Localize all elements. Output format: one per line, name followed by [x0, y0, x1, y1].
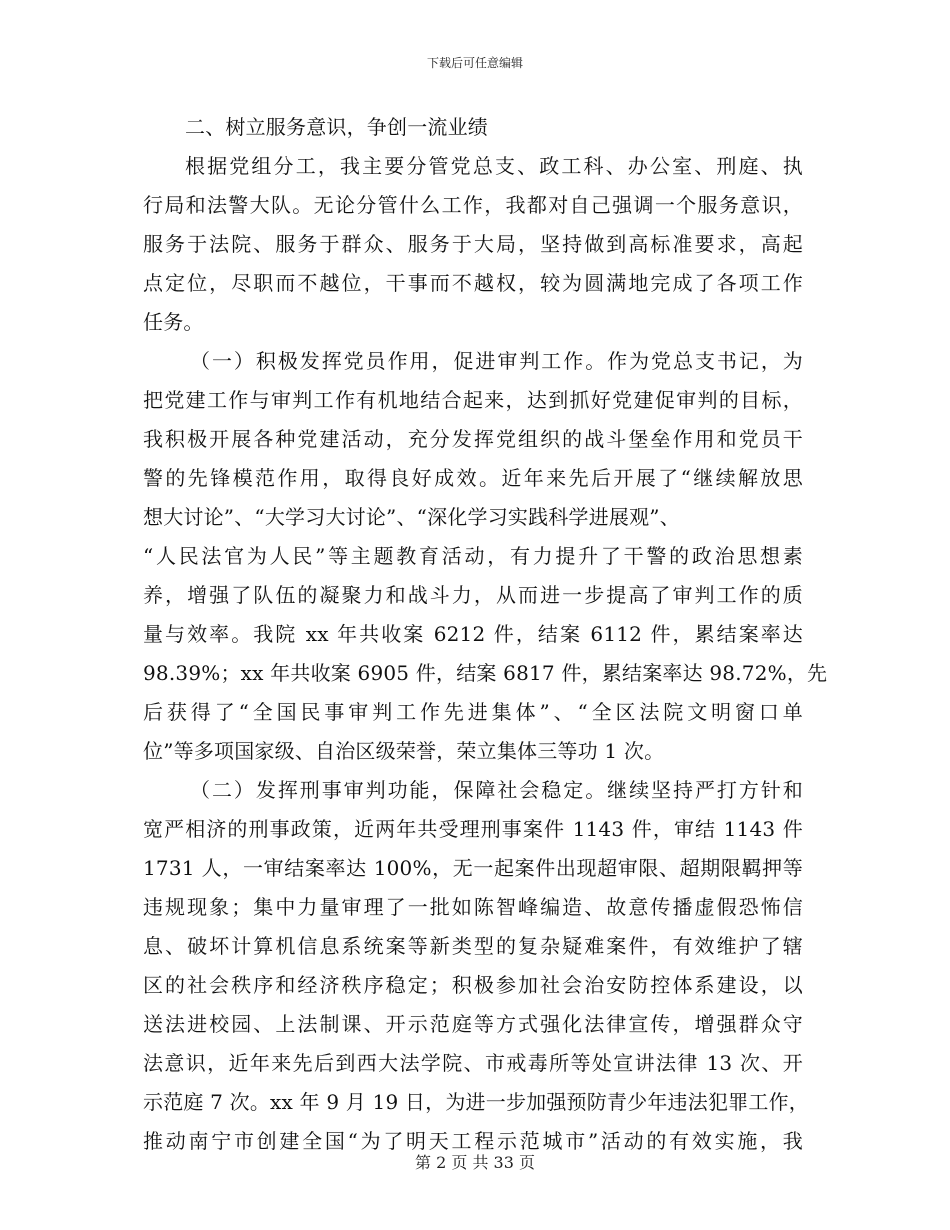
page-number: 第 2 页 共 33 页 [415, 1153, 535, 1172]
paragraph-line: 示范庭 7 次。xx 年 9 月 19 日，为进一步加强预防青少年违法犯罪工作， [143, 1090, 809, 1114]
paragraph-line: （一）积极发挥党员作用，促进审判工作。作为党总支书记，为 [190, 349, 803, 373]
section-heading: 二、树立服务意识，争创一流业绩 [185, 115, 488, 139]
paragraph-line: 警的先锋模范作用，取得良好成效。近年来先后开展了“继续解放思 [143, 466, 803, 490]
paragraph-line: 推动南宁市创建全国“为了明天工程示范城市”活动的有效实施，我 [143, 1129, 803, 1153]
paragraph-line: 送法进校园、上法制课、开示范庭等方式强化法律宣传，增强群众守 [143, 1012, 803, 1036]
paragraph-line: 宽严相济的刑事政策，近两年共受理刑事案件 1143 件，审结 1143 件 [143, 817, 803, 841]
paragraph-line: 息、破坏计算机信息系统案等新类型的复杂疑难案件，有效维护了辖 [143, 934, 803, 958]
paragraph-line: 1731 人，一审结案率达 100%，无一起案件出现超审限、超期限羁押等 [143, 856, 803, 880]
paragraph-line: 违规现象；集中力量审理了一批如陈智峰编造、故意传播虚假恐怖信 [143, 895, 803, 919]
paragraph-line: 把党建工作与审判工作有机地结合起来，达到抓好党建促审判的目标， [143, 388, 803, 412]
paragraph-line: 根据党组分工，我主要分管党总支、政工科、办公室、刑庭、执 [185, 154, 803, 178]
paragraph-line: 服务于法院、服务于群众、服务于大局，坚持做到高标准要求，高起 [143, 232, 803, 256]
paragraph-line: 后获得了“全国民事审判工作先进集体”、“全区法院文明窗口单 [143, 700, 803, 724]
paragraph-line: 法意识，近年来先后到西大法学院、市戒毒所等处宣讲法律 13 次、开 [143, 1051, 803, 1075]
paragraph-line: 点定位，尽职而不越位，干事而不越权，较为圆满地完成了各项工作 [143, 271, 803, 295]
paragraph-line: （二）发挥刑事审判功能，保障社会稳定。继续坚持严打方针和 [190, 778, 803, 802]
paragraph-line: 任务。 [143, 310, 204, 334]
paragraph-line: 行局和法警大队。无论分管什么工作，我都对自己强调一个服务意识， [143, 193, 803, 217]
paragraph-line: 量与效率。我院 xx 年共收案 6212 件，结案 6112 件，累结案率达 [143, 622, 803, 646]
paragraph-line: 我积极开展各种党建活动，充分发挥党组织的战斗堡垒作用和党员干 [143, 427, 803, 451]
paragraph-line: 98.39%；xx 年共收案 6905 件，结案 6817 件，累结案率达 98.72%，先 [143, 661, 828, 685]
paragraph-line: 位”等多项国家级、自治区级荣誉，荣立集体三等功 1 次。 [143, 739, 665, 763]
paragraph-line: 想大讨论”、“大学习大讨论”、“深化学习实践科学进展观”、 [143, 505, 680, 529]
paragraph-line: “人民法官为人民”等主题教育活动，有力提升了干警的政治思想素 [143, 544, 803, 568]
paragraph-line: 养，增强了队伍的凝聚力和战斗力，从而进一步提高了审判工作的质 [143, 583, 803, 607]
paragraph-line: 区的社会秩序和经济秩序稳定；积极参加社会治安防控体系建设，以 [143, 973, 803, 997]
document-body [143, 108, 828, 1161]
page-header-note: 下载后可任意编辑 [426, 56, 523, 70]
